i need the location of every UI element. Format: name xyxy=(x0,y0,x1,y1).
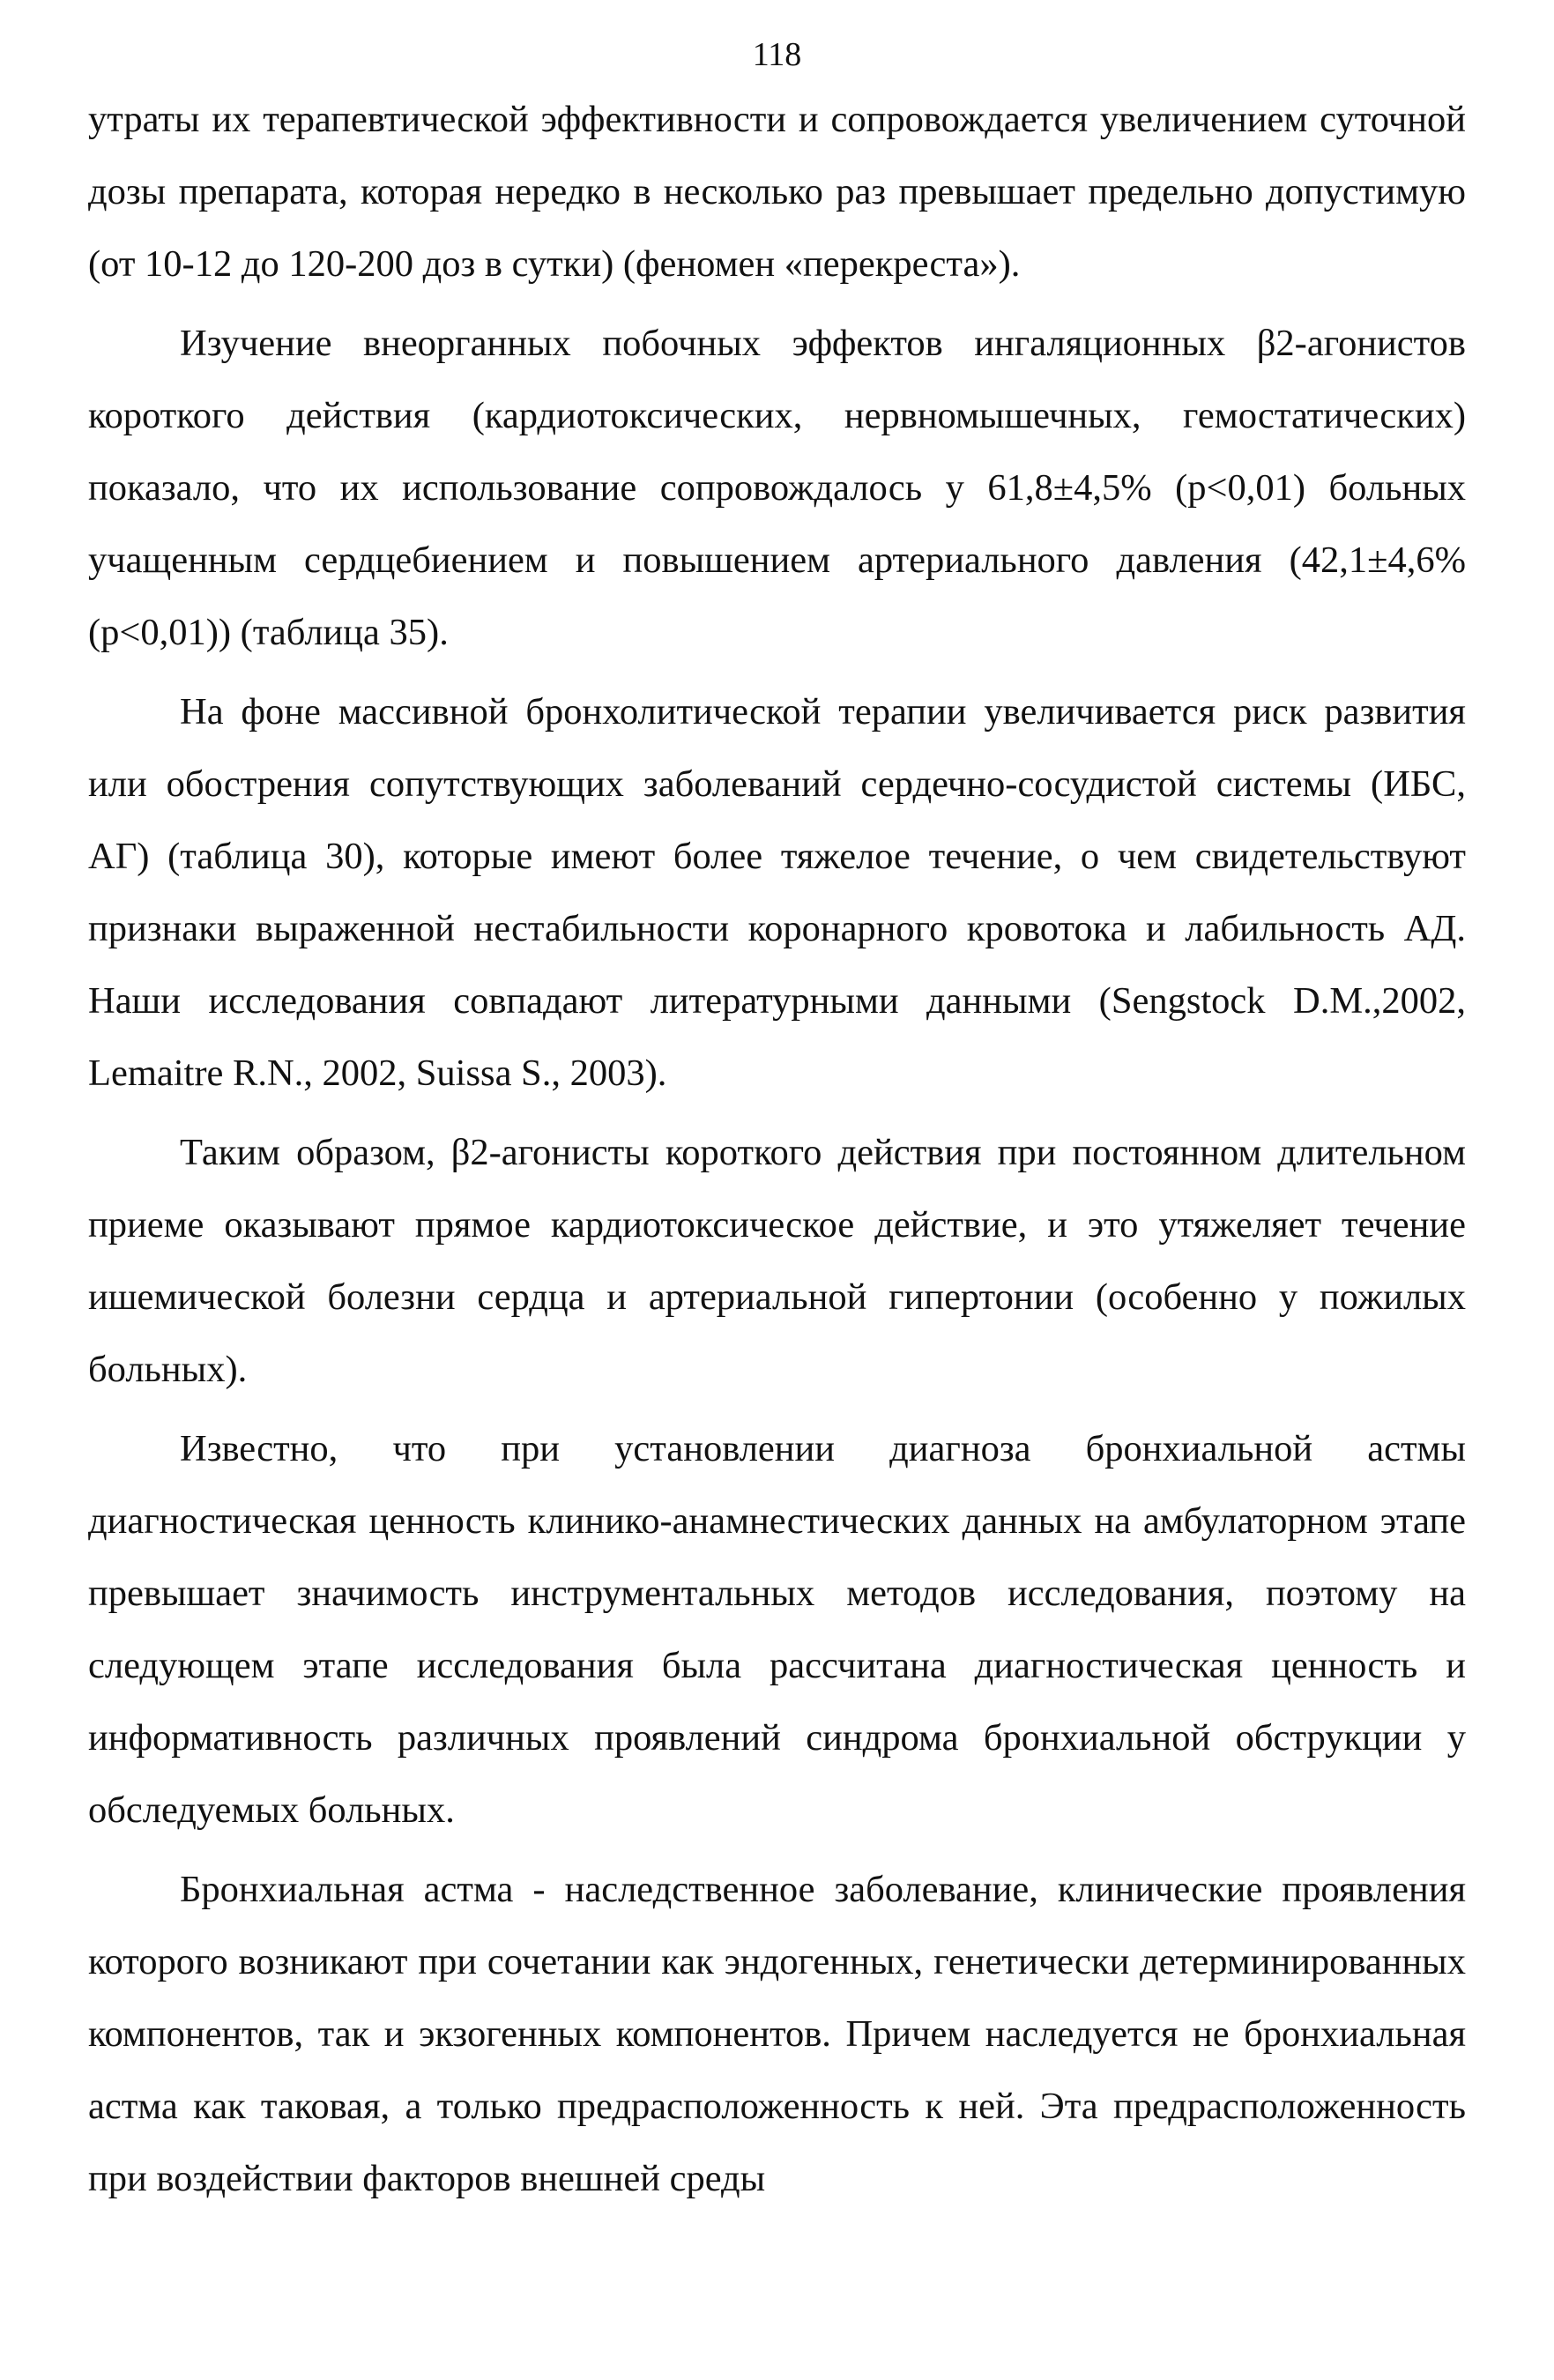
paragraph-5: Известно, что при установлении диагноза бронхиальной астмы диагностическая ценность клинико-анамнестических данных на амбулаторном этапе превышает значимость инструментальных методов исследования, поэтому на следующем этапе исследования была рассчитана диагностическая ценность и информативность различных проявлений синдрома бронхиальной обструкции у обследуемых больных. xyxy=(88,1428,1466,1831)
paragraph-1: утраты их терапевтической эффективности и сопровождается увеличением суточной дозы препарата, которая нередко в несколько раз превышает предельно допустимую (от 10-12 до 120-200 доз в сутки) (феномен «перекреста»). xyxy=(88,99,1466,285)
text-body xyxy=(88,84,1466,2222)
page-number: 118 xyxy=(752,36,802,73)
paragraph-3: На фоне массивной бронхолитической терапии увеличивается риск развития или обострения сопутствующих заболеваний сердечно-сосудистой системы (ИБС, АГ) (таблица 30), которые имеют более тяжелое течение, о чем свидетельствуют признаки выраженной нестабильности коронарного кровотока и лабильность АД. Наши исследования совпадают литературными данными (Sengstock D.M.,2002, Lemaitre R.N., 2002, Suissa S., 2003). xyxy=(88,691,1466,1094)
paragraph-2: Изучение внеорганных побочных эффектов ингаляционных β2-агонистов короткого действия (кардиотоксических, нервномышечных, гемостатических) показало, что их использование сопровождалось у 61,8±4,5% (p<0,01) больных учащенным сердцебиением и повышением артериального давления (42,1±4,6% (p<0,01)) (таблица 35). xyxy=(88,323,1466,653)
paragraph-6: Бронхиальная астма - наследственное заболевание, клинические проявления которого возникают при сочетании как эндогенных, генетически детерминированных компонентов, так и экзогенных компонентов. Причем наследуется не бронхиальная астма как таковая, а только предрасположенность к ней. Эта предрасположенность при воздействии факторов внешней среды xyxy=(88,1869,1466,2199)
paragraph-4: Таким образом, β2-агонисты короткого действия при постоянном длительном приеме оказывают прямое кардиотоксическое действие, и это утяжеляет течение ишемической болезни сердца и артериальной гипертонии (особенно у пожилых больных). xyxy=(88,1132,1466,1390)
